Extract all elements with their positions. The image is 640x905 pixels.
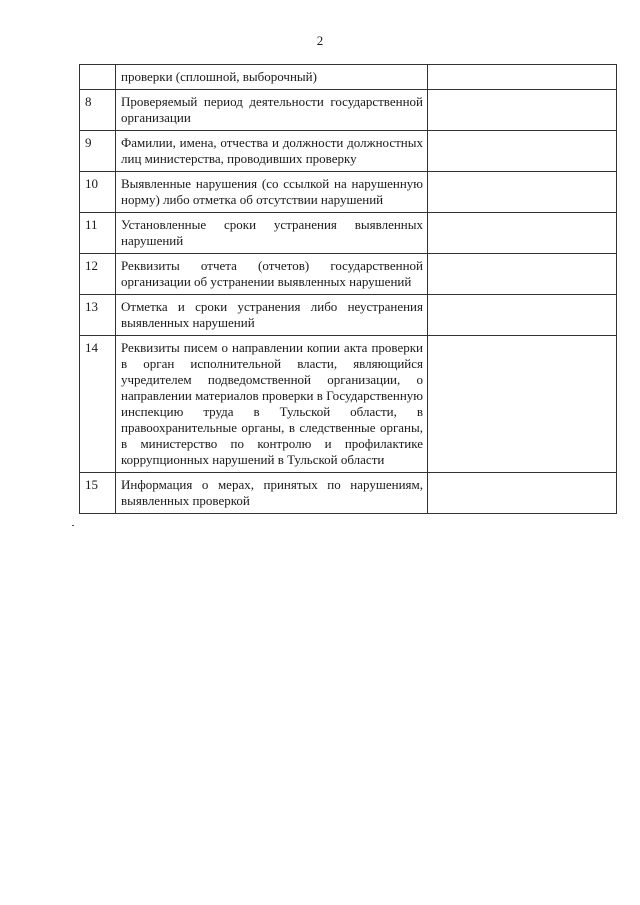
- table-row: [80, 90, 617, 131]
- row-description: Реквизиты писем о направлении копии акта проверки в орган исполнительной власти, являющийся учредителем подведомственной организации, о направлении материалов проверки в Государственную инспекцию труда в Тульской области, в правоохранительные органы, в следственные органы, в министерство по контролю и профилактике коррупционных нарушений в Тульской области: [116, 336, 428, 473]
- row-description: Проверяемый период деятельности государственной организации: [116, 90, 428, 131]
- row-description: Отметка и сроки устранения либо неустранения выявленных нарушений: [116, 295, 428, 336]
- row-number: 14: [80, 336, 116, 473]
- row-number: 8: [80, 90, 116, 131]
- table-row: [80, 65, 617, 90]
- table-row: [80, 473, 617, 514]
- row-value-cell: [428, 90, 617, 131]
- page-number: 2: [316, 33, 324, 48]
- row-value-cell: [428, 213, 617, 254]
- table-row: [80, 295, 617, 336]
- table-row: [80, 254, 617, 295]
- scan-mark: [72, 525, 74, 526]
- row-value-cell: [428, 473, 617, 514]
- row-number: [80, 65, 116, 90]
- row-value-cell: [428, 295, 617, 336]
- row-description: Реквизиты отчета (отчетов) государственной организации об устранении выявленных нарушений: [116, 254, 428, 295]
- row-description: Установленные сроки устранения выявленных нарушений: [116, 213, 428, 254]
- table-row: [80, 213, 617, 254]
- table-row: [80, 336, 617, 473]
- row-description: проверки (сплошной, выборочный): [116, 65, 428, 90]
- row-description: Фамилии, имена, отчества и должности должностных лиц министерства, проводивших проверку: [116, 131, 428, 172]
- table-row: [80, 131, 617, 172]
- row-number: 10: [80, 172, 116, 213]
- row-value-cell: [428, 336, 617, 473]
- inspection-table: [79, 64, 617, 514]
- row-number: 12: [80, 254, 116, 295]
- row-value-cell: [428, 254, 617, 295]
- row-number: 15: [80, 473, 116, 514]
- row-number: 11: [80, 213, 116, 254]
- row-description: Информация о мерах, принятых по нарушениям, выявленных проверкой: [116, 473, 428, 514]
- row-number: 9: [80, 131, 116, 172]
- row-value-cell: [428, 65, 617, 90]
- row-value-cell: [428, 131, 617, 172]
- row-number: 13: [80, 295, 116, 336]
- table-row: [80, 172, 617, 213]
- row-value-cell: [428, 172, 617, 213]
- row-description: Выявленные нарушения (со ссылкой на нарушенную норму) либо отметка об отсутствии нарушений: [116, 172, 428, 213]
